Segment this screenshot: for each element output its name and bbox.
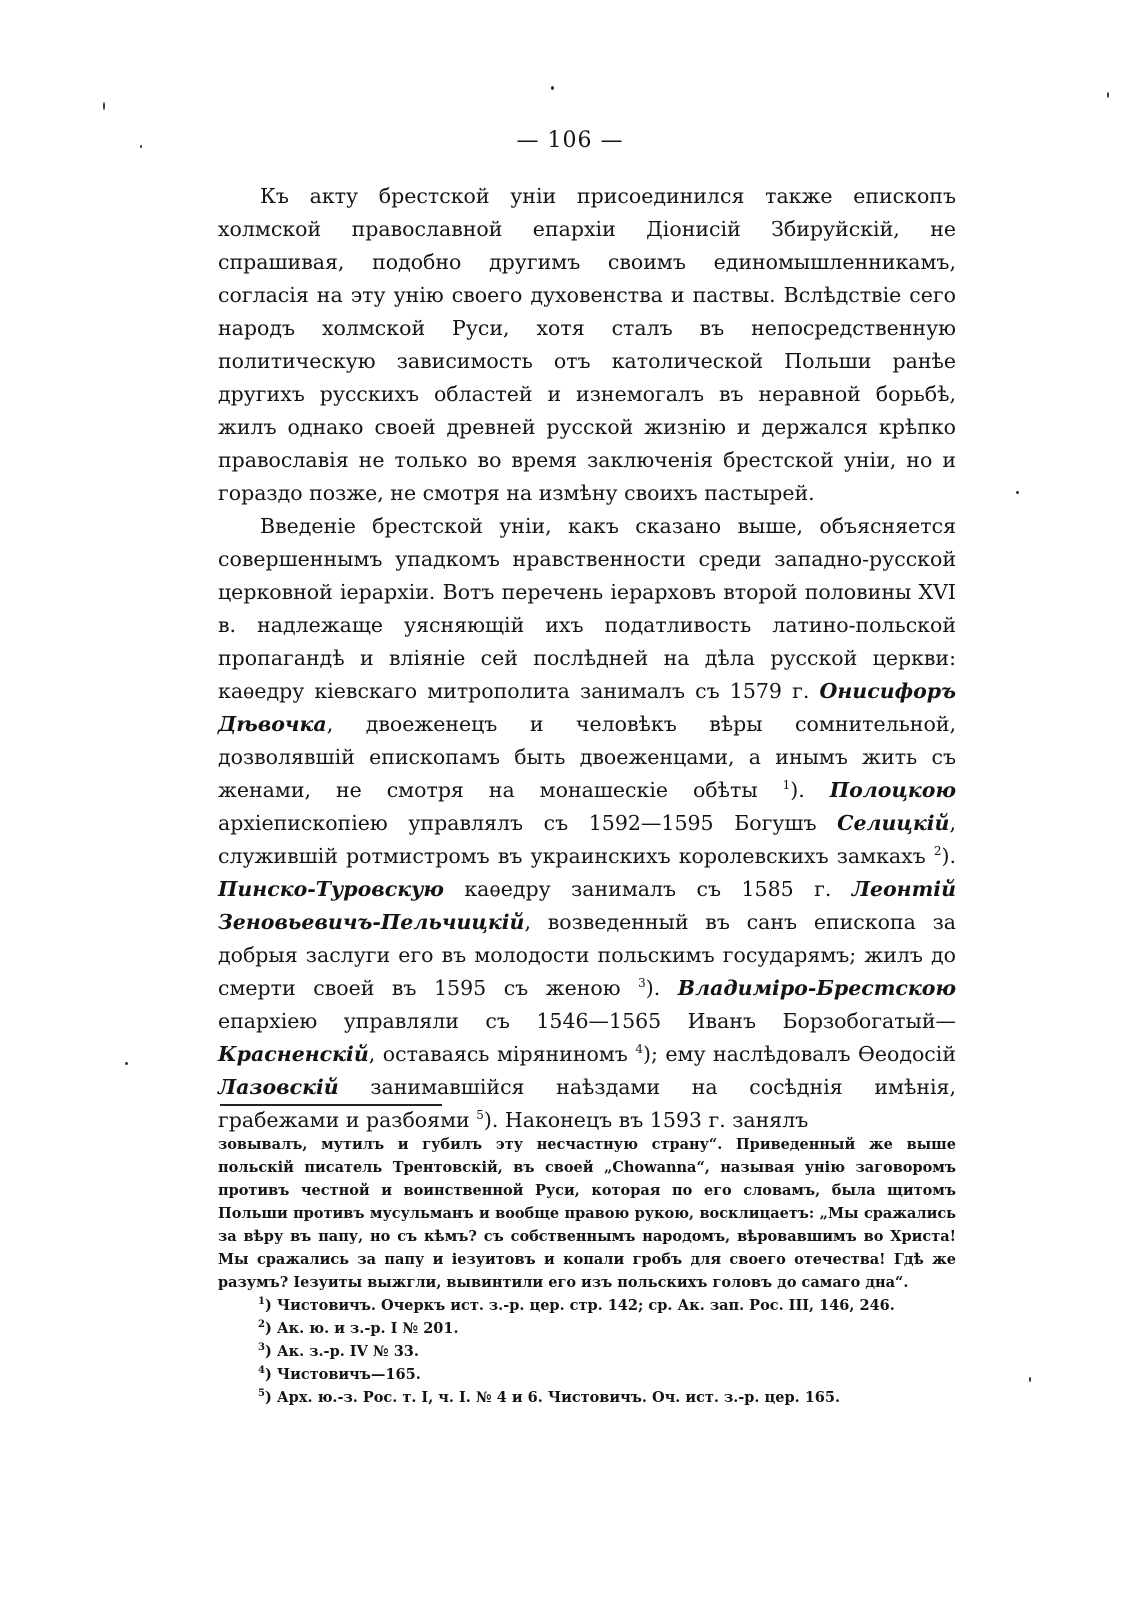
text-run: архіепископіею управлялъ съ 1592—1595 Богушъ bbox=[218, 811, 838, 835]
footnote-text: ) Арх. ю.-з. Рос. т. I, ч. I. № 4 и 6. Чистовичъ. Оч. ист. з.-р. цер. 165. bbox=[264, 1389, 841, 1406]
footnote-mark: 4 bbox=[258, 1365, 265, 1377]
footnote-mark: 1 bbox=[258, 1296, 265, 1308]
text-run: занимавшійся наѣздами на сосѣднія имѣнія, грабежами и разбоями bbox=[218, 1075, 956, 1132]
footnote-continuation: зовывалъ, мутилъ и губилъ эту несчастную страну“. Приведенный же выше польскій писатель Трентовскій, въ своей „Chowanna“, называя унію заговоромъ противъ честной и воинственной Руси, которая по его словамъ, была щитомъ Польши противъ мусульманъ и вообще правою рукою, восклицаетъ: „Мы сражались за вѣру въ папу, но съ кѣмъ? съ собственнымъ народомъ, вѣровавшимъ во Христа! Мы сражались за папу и іезуитовъ и копали гробъ для своего отечества! Гдѣ же разумъ? Іезуиты выжгли, вывинтили его изъ польскихъ головъ до самаго дна“. bbox=[218, 1136, 956, 1291]
emphasized-name: Селицкій bbox=[837, 811, 950, 835]
paragraph-2 bbox=[218, 510, 956, 1137]
scan-speck bbox=[1107, 92, 1109, 98]
footnote-item bbox=[218, 1340, 956, 1363]
footnote-text: ) Чистовичъ—165. bbox=[264, 1366, 421, 1383]
footnote-item bbox=[218, 1386, 956, 1409]
text-run: ); ему наслѣдовалъ Ѳеодосій bbox=[642, 1042, 956, 1066]
paragraph-1 bbox=[218, 180, 956, 510]
footnote-text: ) Чистовичъ. Очеркъ ист. з.-р. цер. стр. 142; ср. Ак. зап. Рос. III, 146, 246. bbox=[264, 1297, 895, 1314]
text-run: , возведенный въ санъ епископа за добрыя заслуги его въ молодости польскимъ государямъ; жилъ до смерти своей въ 1595 съ женою bbox=[218, 910, 956, 1000]
page-number: — 106 — bbox=[516, 128, 624, 153]
footnote-ref: 2 bbox=[933, 844, 942, 859]
text-run: ). bbox=[790, 778, 830, 802]
text-run: Введеніе брестской уніи, какъ сказано выше, объясняется совершеннымъ упадкомъ нравственности среди западно-русской церковной іерархіи. Вотъ перечень іерарховъ второй половины XVI в. надлежаще уясняющій ихъ податливость латино-польской пропагандѣ и вліяніе сей послѣдней на дѣла русской церкви: каѳедру кіевскаго митрополита занималъ съ 1579 г. bbox=[218, 514, 956, 703]
scan-speck bbox=[125, 1062, 128, 1065]
emphasized-name: Леонтій Зеновьевичъ-Пельчицкій bbox=[218, 877, 956, 934]
footnote-item bbox=[218, 1363, 956, 1386]
footnote-separator bbox=[220, 1104, 442, 1106]
text-run: каѳедру занималъ съ 1585 г. bbox=[443, 877, 852, 901]
footnote-mark: 3 bbox=[258, 1342, 265, 1354]
emphasized-name: Лазовскій bbox=[218, 1075, 339, 1099]
text-run: , оставаясь міряниномъ bbox=[368, 1042, 636, 1066]
emphasized-name: Красненскій bbox=[218, 1042, 369, 1066]
footnote-ref: 1 bbox=[782, 778, 791, 793]
text-run: , двоеженецъ и человѣкъ вѣры сомнительной, дозволявшій епископамъ быть двоеженцами, а инымъ жить съ женами, не смотря на монашескіе обѣты bbox=[218, 712, 956, 802]
emphasized-name: Полоцкою bbox=[829, 778, 956, 802]
footnote-list bbox=[218, 1294, 956, 1409]
footnote-text: ) Ак. з.-р. IV № 33. bbox=[264, 1343, 419, 1360]
main-text bbox=[218, 180, 956, 1137]
emphasized-name: Пинско-Туровскую bbox=[218, 877, 444, 901]
scan-speck bbox=[140, 145, 142, 148]
footnote-item bbox=[218, 1317, 956, 1340]
footnote-mark: 2 bbox=[258, 1319, 265, 1331]
footnote-ref: 3 bbox=[638, 976, 646, 991]
footnote-mark: 5 bbox=[258, 1388, 265, 1400]
emphasized-name: Онисифоръ Дѣвочка bbox=[218, 679, 956, 736]
emphasized-name: Владиміро-Брестскою bbox=[677, 976, 956, 1000]
footnote-item bbox=[218, 1294, 956, 1317]
footnote-text: ) Ак. ю. и з.-р. I № 201. bbox=[264, 1320, 459, 1337]
text-run: ). Наконецъ въ 1593 г. занялъ bbox=[483, 1108, 809, 1132]
text-run: ). bbox=[645, 976, 678, 1000]
text-run: , служившій ротмистромъ въ украинскихъ королевскихъ замкахъ bbox=[218, 811, 956, 868]
footnote-ref: 4 bbox=[635, 1042, 643, 1057]
scan-speck bbox=[1029, 1377, 1031, 1382]
scan-speck bbox=[103, 102, 105, 110]
text-run: ). bbox=[941, 844, 956, 868]
scan-speck bbox=[551, 86, 554, 90]
text-run: епархіею управляли съ 1546—1565 Иванъ Борзобогатый— bbox=[218, 1009, 956, 1033]
scan-speck bbox=[1016, 491, 1019, 494]
text-run: Къ акту брестской уніи присоединился также епископъ холмской православной епархіи Діонисій Збируйскій, не спрашивая, подобно другимъ своимъ единомышленникамъ, согласія на эту унію своего духовенства и паствы. Вслѣдствіе сего народъ холмской Руси, хотя сталъ въ непосредственную политическую зависимость отъ католической Польши ранѣе другихъ русскихъ областей и изнемогалъ въ неравной борьбѣ, жилъ однако своей древней русской жизнію и держался крѣпко православія не только во время заключенія брестской уніи, но и гораздо позже, не смотря на измѣну своихъ пастырей. bbox=[218, 184, 956, 505]
footnotes bbox=[218, 1133, 956, 1409]
footnote-ref: 5 bbox=[476, 1108, 484, 1123]
